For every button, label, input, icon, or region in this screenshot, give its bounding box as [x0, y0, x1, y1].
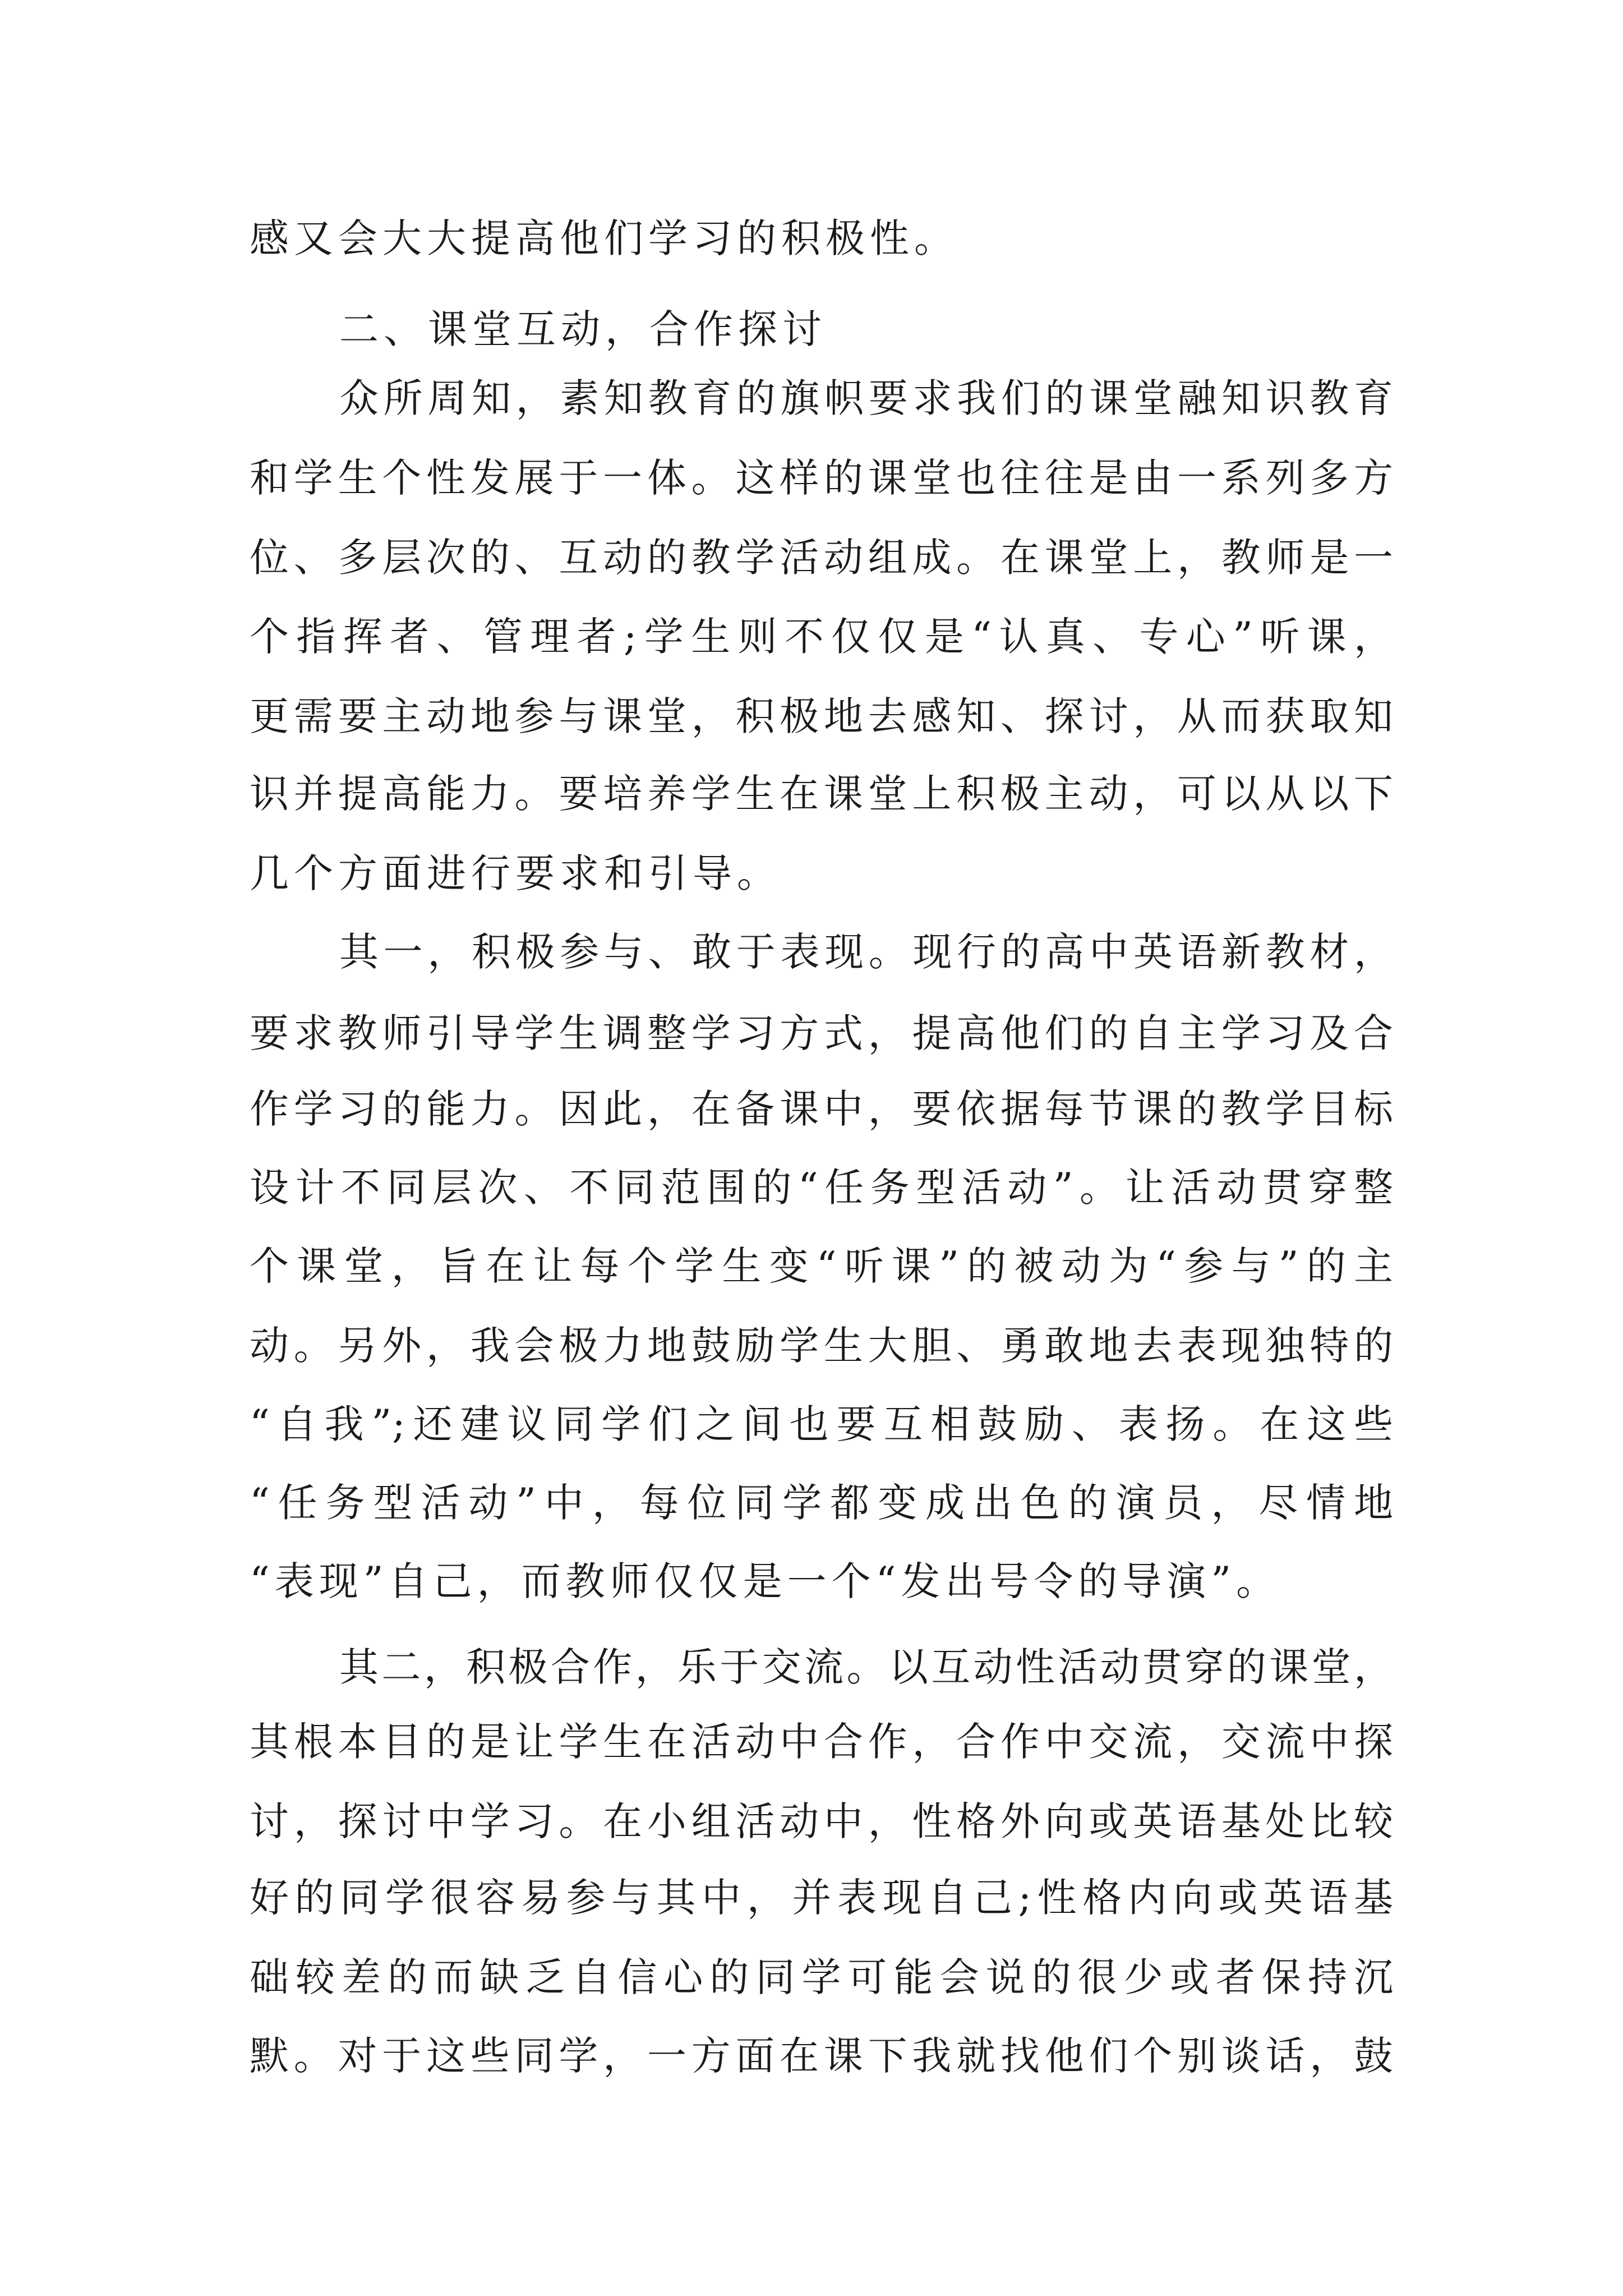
paragraph-line: 更需要主动地参与课堂，积极地去感知、探讨，从而获取知	[250, 693, 1394, 739]
paragraph-line: 要求教师引导学生调整学习方式，提高他们的自主学习及合	[250, 1010, 1394, 1056]
paragraph-line: 和学生个性发展于一体。这样的课堂也往往是由一系列多方	[250, 455, 1394, 501]
paragraph-line: 讨，探讨中学习。在小组活动中，性格外向或英语基处比较	[250, 1798, 1394, 1844]
paragraph-line: 设计不同层次、不同范围的“任务型活动”。让活动贯穿整	[250, 1165, 1394, 1211]
paragraph-line: 个指挥者、管理者;学生则不仅仅是“认真、专心”听课，	[250, 614, 1394, 660]
paragraph-line: 几个方面进行要求和引导。	[250, 850, 781, 896]
paragraph-line: 默。对于这些同学，一方面在课下我就找他们个别谈话，鼓	[250, 2033, 1394, 2079]
paragraph-line: “表现”自己，而教师仅仅是一个“发出号令的导演”。	[250, 1558, 1281, 1604]
paragraph-line: 好的同学很容易参与其中，并表现自己;性格内向或英语基	[250, 1875, 1394, 1921]
paragraph-line: 础较差的而缺乏自信心的同学可能会说的很少或者保持沉	[250, 1954, 1394, 2000]
section-heading: 二、课堂互动，合作探讨	[339, 306, 827, 352]
paragraph-line: 作学习的能力。因此，在备课中，要依据每节课的教学目标	[250, 1086, 1394, 1132]
paragraph-line: 个课堂，旨在让每个学生变“听课”的被动为“参与”的主	[250, 1243, 1394, 1289]
paragraph-line: “任务型活动”中，每位同学都变成出色的演员，尽情地	[250, 1480, 1394, 1526]
paragraph-line: 动。另外，我会极力地鼓励学生大胆、勇敢地去表现独特的	[250, 1323, 1394, 1369]
paragraph-line: 感又会大大提高他们学习的积极性。	[250, 215, 958, 261]
paragraph-line: “自我”;还建议同学们之间也要互相鼓励、表扬。在这些	[250, 1401, 1394, 1447]
paragraph-line: 识并提高能力。要培养学生在课堂上积极主动，可以从以下	[250, 771, 1394, 817]
paragraph-line: 其二，积极合作，乐于交流。以互动性活动贯穿的课堂，	[339, 1644, 1394, 1690]
paragraph-line: 其根本目的是让学生在活动中合作，合作中交流，交流中探	[250, 1719, 1394, 1765]
paragraph-line: 其一，积极参与、敢于表现。现行的高中英语新教材，	[339, 929, 1394, 975]
paragraph-line: 众所周知，素知教育的旗帜要求我们的课堂融知识教育	[339, 375, 1394, 421]
paragraph-line: 位、多层次的、互动的教学活动组成。在课堂上，教师是一	[250, 535, 1394, 581]
